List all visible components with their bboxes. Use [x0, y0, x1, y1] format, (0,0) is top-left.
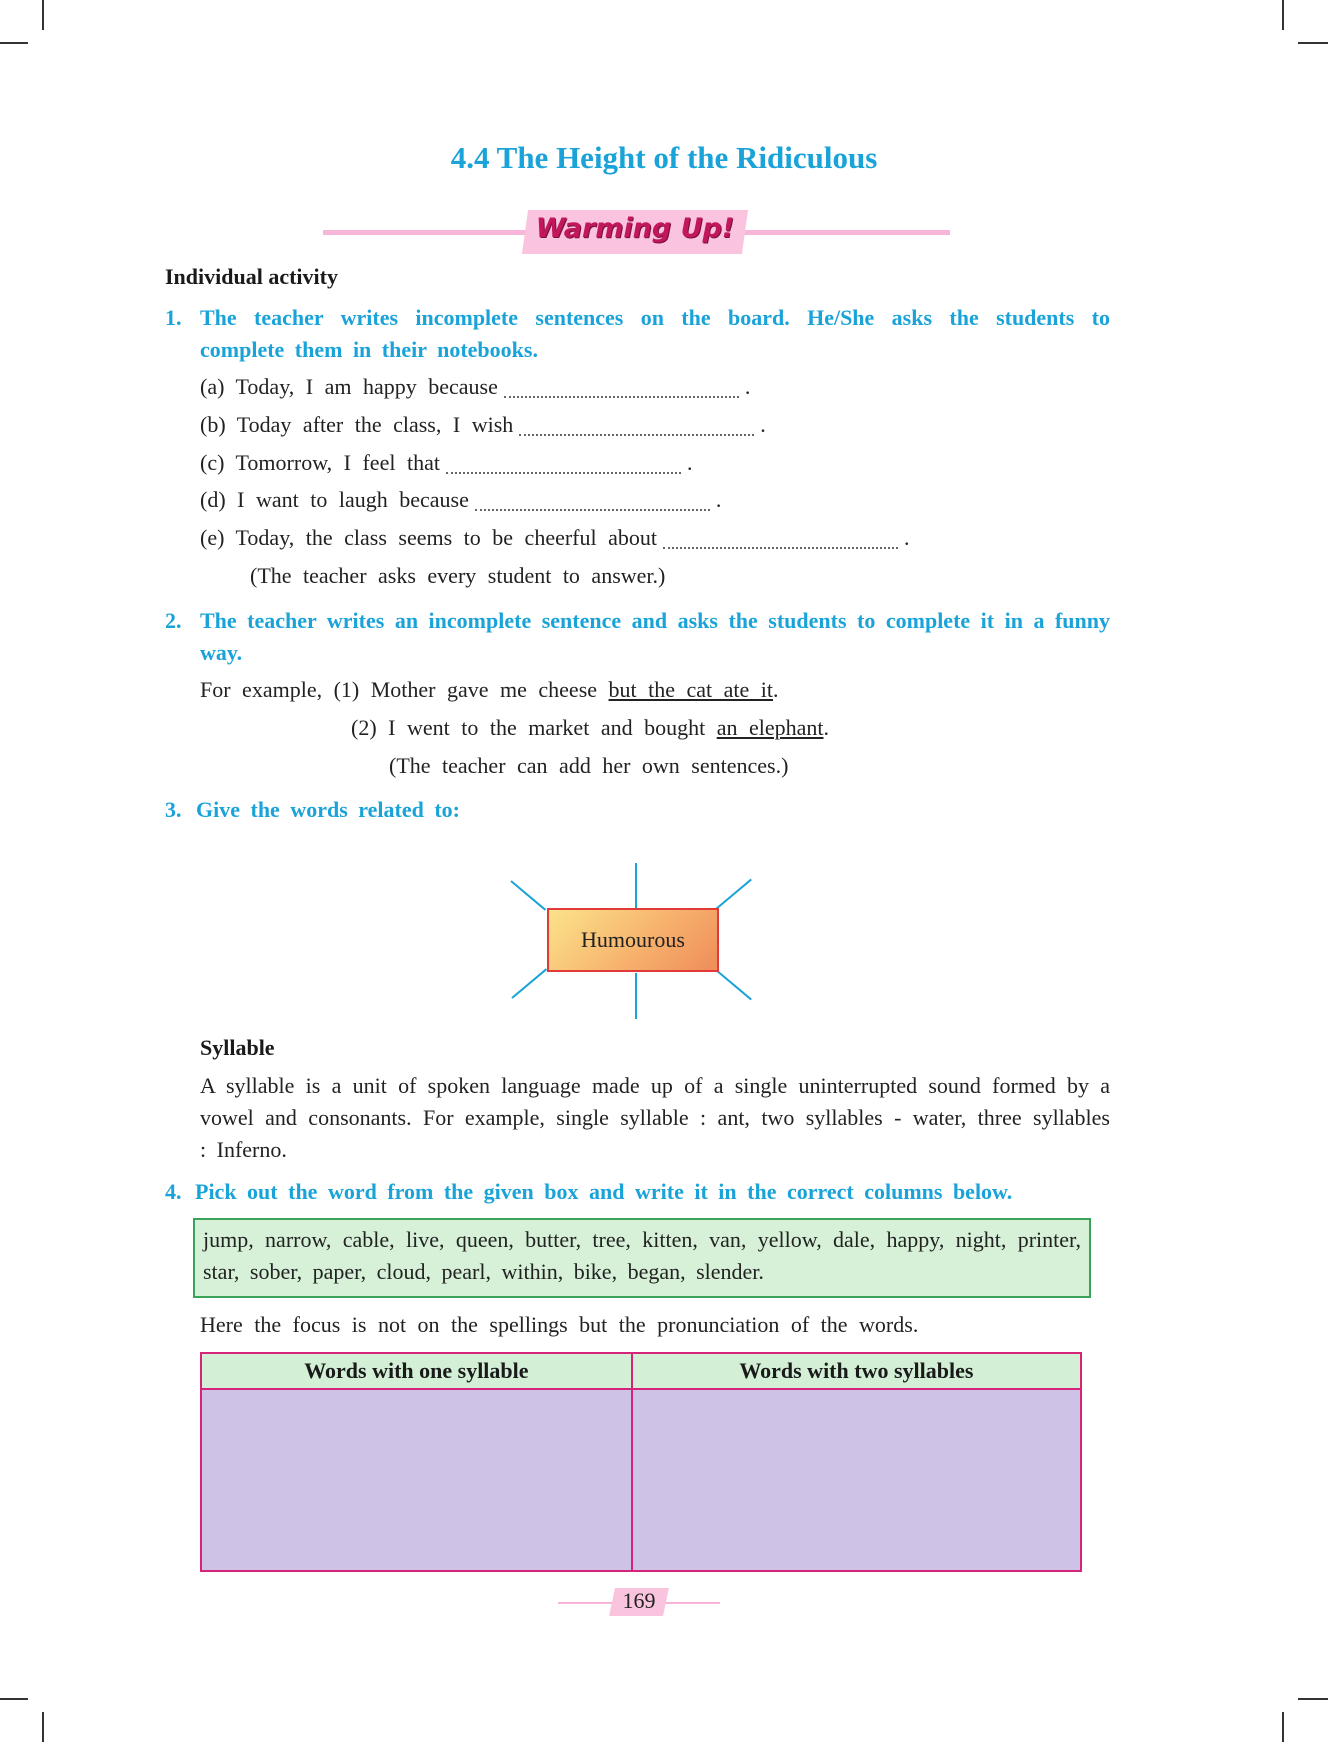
crop-mark	[1298, 42, 1328, 44]
question-number: 1.	[165, 305, 182, 330]
answer-blank	[504, 380, 739, 398]
focus-note: Here the focus is not on the spellings but the pronunciation of the words.	[200, 1312, 919, 1337]
item-text: Today, the class seems to be cheerful about	[235, 525, 657, 550]
item-text: Tomorrow, I feel that	[235, 450, 440, 475]
word-box: jump, narrow, cable, live, queen, butter, tree, kitten, van, yellow, dale, happy, night, printer, star, sober, paper, cloud, pearl, within, bike, began, slender.	[193, 1218, 1091, 1298]
web-ray	[510, 880, 546, 910]
question-text: The teacher writes incomplete sentences on the board. He/She asks the students to complete them in their notebooks.	[200, 305, 1110, 362]
question-text: The teacher writes an incomplete sentence and asks the students to complete it in a funny way.	[200, 608, 1110, 665]
q2-example-2: (2) I went to the market and bought an elephant.	[351, 715, 829, 740]
question-text: Pick out the word from the given box and write it in the correct columns below.	[195, 1179, 1013, 1204]
answer-blank	[446, 456, 681, 474]
page-title: 4.4 The Height of the Ridiculous	[450, 140, 878, 175]
question-number: 3.	[165, 797, 182, 822]
crop-mark	[42, 1712, 44, 1742]
warming-up-label: Warming Up!	[535, 213, 735, 244]
crop-mark	[42, 0, 44, 30]
q1-item-a: (a) Today, I am happy because .	[200, 374, 751, 399]
page-number: 169	[622, 1588, 656, 1613]
column-header-one-syllable: Words with one syllable	[201, 1353, 632, 1389]
web-ray	[635, 973, 637, 1019]
web-ray	[715, 879, 752, 910]
q2-note: (The teacher can add her own sentences.)	[389, 753, 789, 778]
item-text: Today after the class, I wish	[236, 412, 514, 437]
answer-blank	[475, 493, 710, 511]
example-answer: an elephant	[716, 715, 824, 740]
question-text: Give the words related to:	[196, 797, 460, 822]
q1-item-c: (c) Tomorrow, I feel that .	[200, 450, 693, 475]
q1-item-b: (b) Today after the class, I wish .	[200, 412, 766, 437]
word-web-center: Humourous	[547, 908, 719, 972]
answer-cell-two-syllables[interactable]	[632, 1389, 1081, 1571]
item-label: (c)	[200, 450, 225, 475]
individual-activity-heading: Individual activity	[165, 264, 338, 289]
banner-line-right	[740, 230, 950, 235]
banner-line-left	[323, 230, 533, 235]
answer-blank	[519, 418, 754, 436]
crop-mark	[0, 1698, 28, 1700]
column-header-two-syllables: Words with two syllables	[632, 1353, 1081, 1389]
q2-example-1: For example, (1) Mother gave me cheese but the cat ate it.	[200, 677, 779, 702]
crop-mark	[1298, 1698, 1328, 1700]
answer-blank	[663, 531, 898, 549]
web-ray	[511, 968, 547, 998]
syllable-definition: A syllable is a unit of spoken language made up of a single uninterrupted sound formed by a vowel and consonants. For example, single syllable : ant, two syllables - water, three syllables : Inferno.	[200, 1073, 1110, 1162]
syllable-table	[200, 1352, 1082, 1572]
q1-note: (The teacher asks every student to answer.)	[250, 563, 666, 588]
q1-item-e: (e) Today, the class seems to be cheerful about .	[200, 525, 910, 550]
item-label: (a)	[200, 374, 225, 399]
web-ray	[635, 863, 637, 909]
example-text: For example, (1) Mother gave me cheese	[200, 677, 598, 702]
item-text: I want to laugh because	[237, 487, 469, 512]
question-number: 4.	[165, 1179, 182, 1204]
crop-mark	[1282, 0, 1284, 30]
web-ray	[715, 969, 752, 1000]
item-label: (b)	[200, 412, 226, 437]
question-number: 2.	[165, 608, 182, 633]
item-text: Today, I am happy because	[235, 374, 498, 399]
answer-cell-one-syllable[interactable]	[201, 1389, 632, 1571]
item-label: (e)	[200, 525, 225, 550]
example-answer: but the cat ate it	[608, 677, 774, 702]
syllable-heading: Syllable	[200, 1035, 275, 1060]
item-label: (d)	[200, 487, 226, 512]
q1-item-d: (d) I want to laugh because .	[200, 487, 722, 512]
crop-mark	[1282, 1712, 1284, 1742]
crop-mark	[0, 42, 28, 44]
example-text: (2) I went to the market and bought	[351, 715, 706, 740]
